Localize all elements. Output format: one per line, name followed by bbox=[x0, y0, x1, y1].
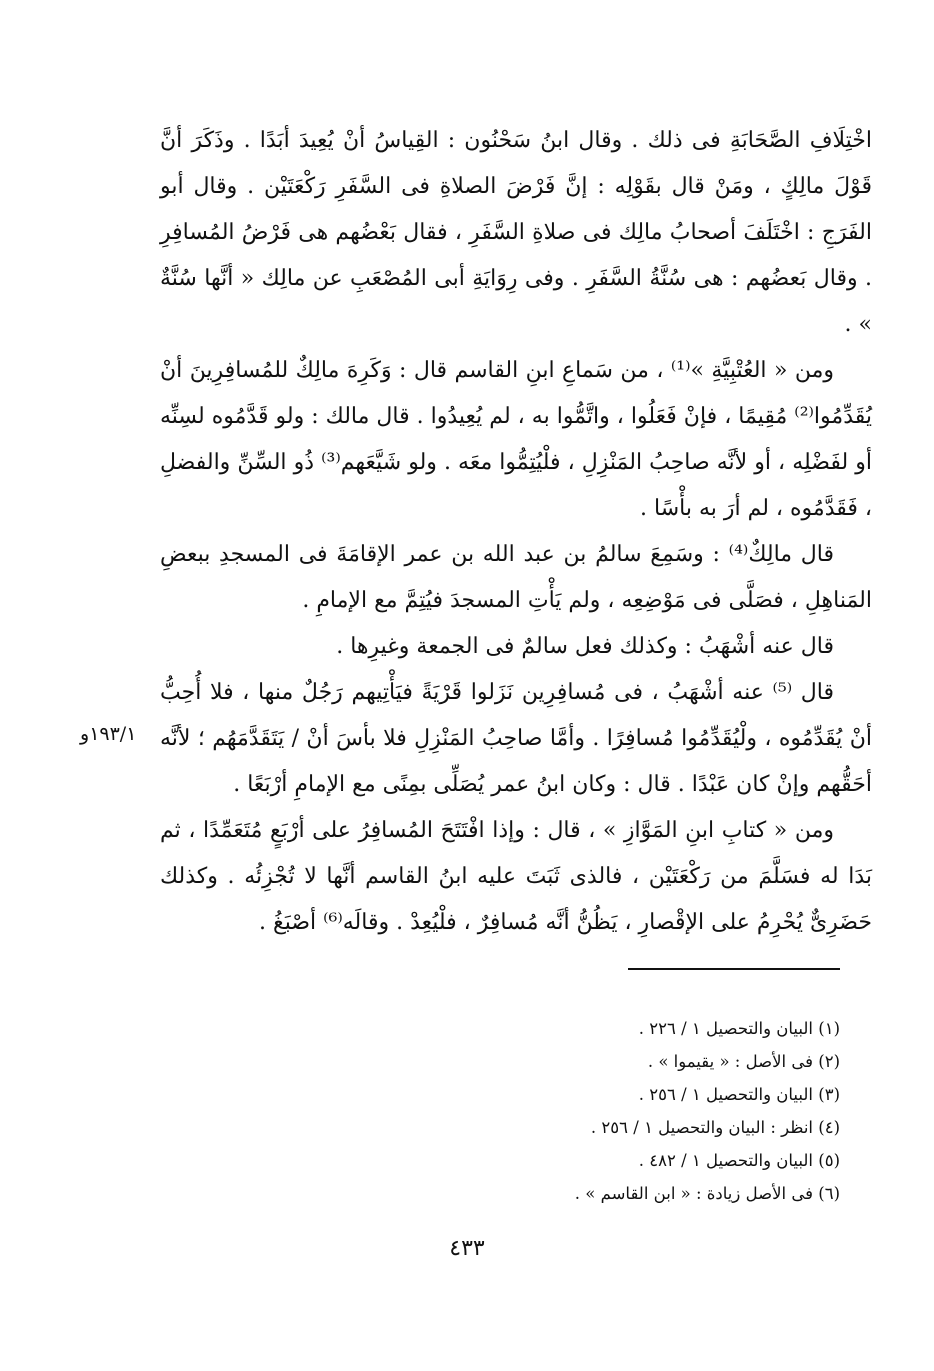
footnote: (٦) فى الأصل زيادة : « ابن القاسم » . bbox=[574, 1184, 840, 1203]
paragraph: ومن « كتابِ ابنِ المَوَّازِ » ، قال : وإذا افْتَتَحَ المُسافِرُ على أرْبَعٍ مُتَعَمِّدًا ، ثم بَدَا له فسَلَّمَ من رَكْعَتَيْن ، فالذى ثَبَتَ عليه ابنُ القاسم أنَّها لا تُجْزِئُه . وكذلك حَضَرِىٌّ يُحْرِمُ على الإقْصارِ ، يَظُنُّ أنَّه مُسافِرٌ ، فلْيُعِدْ . وقالَه⁽⁶⁾ أصْبَغُ . bbox=[160, 818, 872, 935]
main-text bbox=[160, 118, 872, 946]
paragraph: قال مالِكٌ⁽⁴⁾ : وسَمِعَ سالمُ بن عبد الله بن عمر الإقامَةَ فى المسجدِ ببعضِ المَناهِلِ ، فصَلَّى فى مَوْضِعِه ، ولم يَأْتِ المسجدَ فيُتِمَّ مع الإمامِ . bbox=[160, 542, 872, 613]
footnote: (٣) البيان والتحصيل ١ / ٢٥٦ . bbox=[638, 1085, 840, 1104]
paragraph: ومن « العُتْبِيَّةِ »⁽¹⁾ ، من سَماعِ ابنِ القاسم قال : وَكَرِهَ مالِكٌ للمُسافِرِينَ أنْ يُقَدِّمُوا⁽²⁾ مُقِيمًا ، فإنْ فَعَلُوا ، واتَّمُّوا به ، لم يُعِيدُوا . قال مالك : ولو قَدَّمُوه لسِنِّه أو لفَضْلِه ، أو لأنَّه صاحِبُ المَنْزِلِ ، فلْيُتِمُّوا معَه . ولو شَيَّعَهم⁽³⁾ ذُو السِّنِّ والفضلِ ، فَقَدَّمُوه ، لم أرَ به بأْسًا . bbox=[160, 358, 872, 521]
footnote: (٢) فى الأصل : « يقيموا » . bbox=[647, 1052, 840, 1071]
footnote: (١) البيان والتحصيل ١ / ٢٢٦ . bbox=[638, 1019, 840, 1038]
paragraph: قال عنه أشْهَبُ : وكذلك فعل سالمٌ فى الجمعة وغيرِها . bbox=[336, 634, 834, 659]
paragraph: اخْتِلَافِ الصَّحَابَةِ فى ذلك . وقال ابنُ سَحْنُون : القِياسُ أنْ يُعِيدَ أبَدًا . وذَكَرَ أنَّ قَوْلَ مالِكٍ ، ومَنْ قال بقَوْلِه : إنَّ فَرْضَ الصلاةِ فى السَّفَرِ رَكْعَتَيْن . وقال أبو الفَرَجِ : اخْتَلَفَ أصحابُ مالِك فى صلاةِ السَّفَرِ ، فقال بَعْضُهم هى فَرْضُ المُسافِرِ . وقال بَعضُهم : هى سُنَّةُ السَّفَرِ . وفى رِوَايَةِ أبى المُصْعَبِ عن مالِك « أنَّها سُنَّةٌ » . bbox=[160, 128, 872, 337]
paragraph: قال ⁽⁵⁾ عنه أشْهَبُ ، فى مُسافِرِين نَزَلوا قَرْيَةً فيَأْتِيهم رَجُلٌ منها ، فلا أُحِبُّ أنْ يُقَدِّمُوه ، ولْيُقَدِّمُوا مُسافِرًا . وأمَّا صاحِبُ المَنْزِلِ فلا بأسَ أنْ / يَتَقَدَّمَهُم ؛ لأنَّه أحَقُّهم وإنْ كان عَبْدًا . قال : وكان ابنُ عمر يُصَلِّى بمِنًى مع الإمامِ أرْبَعًا . bbox=[160, 680, 872, 797]
footnote-divider bbox=[628, 968, 840, 970]
footnote: (٤) انظر : البيان والتحصيل ١ / ٢٥٦ . bbox=[590, 1118, 840, 1137]
page-number: ٤٣٣ bbox=[449, 1236, 485, 1261]
manuscript-folio-marker: ١٩٣/١و bbox=[80, 723, 137, 745]
footnotes bbox=[300, 1012, 840, 1210]
footnote: (٥) البيان والتحصيل ١ / ٤٨٢ . bbox=[638, 1151, 840, 1170]
